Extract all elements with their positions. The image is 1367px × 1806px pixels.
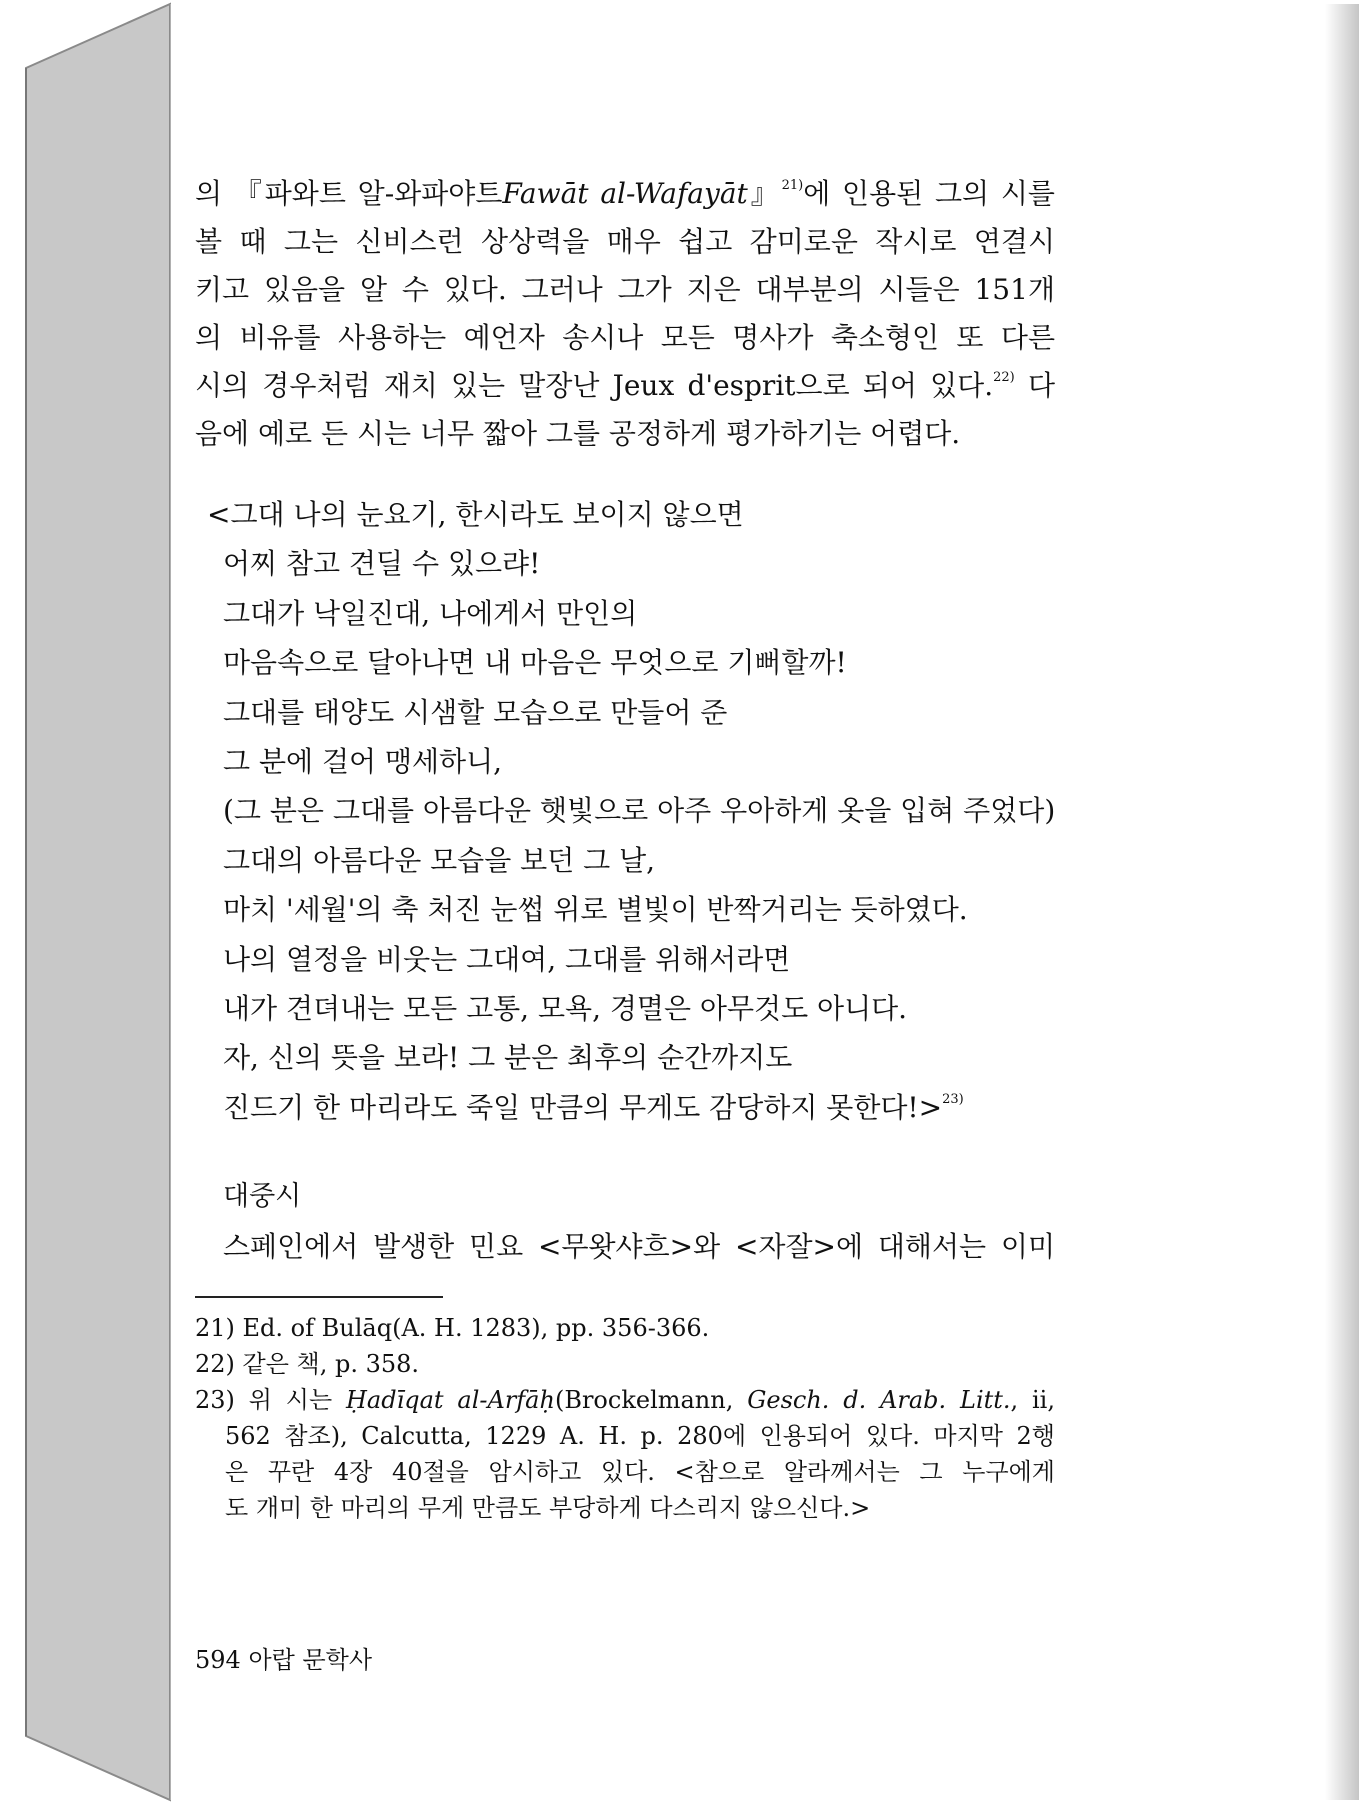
footnote-22: 22) 같은 책, p. 358.: [195, 1350, 420, 1379]
intro-paragraph: [195, 170, 1055, 458]
poem-block: [195, 490, 1055, 1132]
footnote-23: [195, 1382, 1055, 1418]
line-text: 에 인용된 그의 시를: [803, 177, 1055, 210]
section-text: 스페인에서 발생한 민요 <무왓샤흐>와 <자잘>에 대해서는 이미: [223, 1230, 1055, 1264]
line-text: 』: [747, 177, 782, 210]
line-text: (Brockelmann,: [554, 1386, 748, 1415]
footnote-line: 562 참조), Calcutta, 1229 A. H. p. 280에 인용되어 있다. 마지막 2행: [225, 1422, 1055, 1451]
footnote-line: 도 개미 한 마리의 무게 만큼도 부당하게 다스리지 않으신다.>: [225, 1494, 871, 1523]
line-text: 진드기 한 마리라도 죽일 만큼의 무게도 감당하지 못한다!>: [223, 1090, 943, 1124]
book-title: 아랍 문학사: [248, 1646, 373, 1674]
poem-line: 그대의 아름다운 모습을 보던 그 날,: [223, 843, 656, 877]
poem-line: 내가 견뎌내는 모든 고통, 모욕, 경멸은 아무것도 아니다.: [223, 991, 908, 1025]
page-content: [195, 170, 1055, 1526]
poem-line: 마음속으로 달아나면 내 마음은 무엇으로 기뻐할까!: [223, 646, 847, 680]
line-text: 의 『파와트 알-와파야트: [195, 177, 503, 210]
paragraph-line: 볼 때 그는 신비스런 상상력을 매우 쉽고 감미로운 작시로 연결시: [195, 225, 1055, 258]
poem-line: 나의 열정을 비웃는 그대여, 그대를 위해서라면: [223, 942, 791, 976]
line-text: 다: [1014, 369, 1055, 402]
footnotes: [195, 1310, 1055, 1526]
poem-line: 마치 '세월'의 축 처진 눈썹 위로 별빛이 반짝거리는 듯하였다.: [223, 893, 968, 927]
page-number: 594: [195, 1646, 241, 1674]
reference-title: Gesch. d. Arab. Litt.: [747, 1386, 1011, 1415]
poem-line: 자, 신의 뜻을 보라! 그 분은 최후의 순간까지도: [223, 1041, 793, 1075]
line-text: 시의 경우처럼 재치 있는 말장난 Jeux d'esprit으로 되어 있다.: [195, 369, 994, 402]
footnote-marker: 23): [942, 1091, 964, 1107]
line-text: , ii,: [1010, 1386, 1055, 1415]
paragraph-line: [195, 362, 1055, 410]
paragraph-line: 키고 있음을 알 수 있다. 그러나 그가 지은 대부분의 시들은 151개: [195, 273, 1055, 306]
paragraph-line: 음에 예로 든 시는 너무 짧아 그를 공정하게 평가하기는 어렵다.: [195, 417, 961, 450]
footnote-marker: 22): [993, 370, 1015, 385]
poem-line: 그 분에 걸어 맹세하니,: [223, 744, 503, 778]
poem-line: 그대를 태양도 시샘할 모습으로 만들어 준: [223, 695, 728, 729]
line-text: 23) 위 시는: [195, 1386, 346, 1415]
poem-line: [195, 1083, 1055, 1132]
footnote-21: 21) Ed. of Bulāq(A. H. 1283), pp. 356-366.: [195, 1314, 710, 1343]
poem-line: 그대가 낙일진대, 나에게서 만인의: [223, 596, 638, 630]
page-footer: [195, 1640, 372, 1675]
footnote-divider: [195, 1296, 443, 1298]
paragraph-line: 의 비유를 사용하는 예언자 송시나 모든 명사가 축소형인 또 다른: [195, 321, 1055, 354]
work-title: Ḥadīqat al-Arfāḥ: [345, 1386, 555, 1415]
footnote-line: 은 꾸란 4장 40절을 암시하고 있다. <참으로 알라께서는 그 누구에게: [225, 1458, 1055, 1487]
section-heading: 대중시: [223, 1181, 302, 1213]
footnote-marker: 21): [781, 178, 804, 193]
work-title: Fawāt al-Wafayāt: [502, 177, 748, 210]
poem-line: (그 분은 그대를 아름다운 햇빛으로 아주 우아하게 옷을 입혀 주었다): [223, 794, 1056, 828]
paragraph-line: [195, 170, 1055, 218]
poem-line: <그대 나의 눈요기, 한시라도 보이지 않으면: [207, 498, 744, 531]
poem-line: 어찌 참고 견딜 수 있으랴!: [223, 547, 541, 581]
